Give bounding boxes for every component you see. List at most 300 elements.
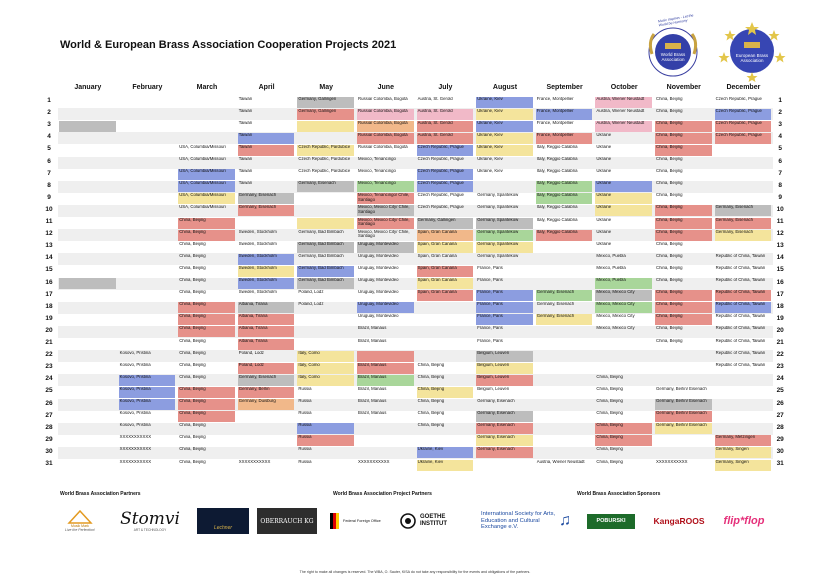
month-header: March xyxy=(196,84,218,91)
calendar-cell: China, Beijing xyxy=(656,338,683,343)
day-number: 30 xyxy=(45,447,53,455)
section-partners: World Brass Association Partners xyxy=(60,491,141,497)
day-number: 23 xyxy=(45,363,53,371)
calendar-cell: Ukraine, Kiev xyxy=(417,447,474,458)
calendar-cell: France, Montpellier xyxy=(536,96,574,101)
calendar-cell: Poland, Lodz xyxy=(298,302,324,307)
day-number: 4 xyxy=(47,133,51,141)
partner-flipflop-logo xyxy=(716,508,772,534)
footer-disclaimer: The right to make all changes is reserved. The WBA, O. Sauter, KISA do not take any responsibility for the events and obligations of the partners. xyxy=(299,570,531,574)
calendar-cell: Italy, Reggio Calabria xyxy=(536,205,578,210)
month-header: September xyxy=(546,84,583,91)
calendar-cell: Germany, Eisenach xyxy=(476,411,533,422)
calendar-cell: China, Beijing xyxy=(179,350,206,355)
calendar-cell: Sweden, Stockholm xyxy=(238,266,295,277)
calendar-cell xyxy=(297,121,354,132)
calendar-cell: Kosovo, Pristina xyxy=(119,399,176,410)
calendar-cell: Ukraine xyxy=(595,181,652,192)
calendar-cell: Republic of China, Taiwan xyxy=(715,265,766,270)
calendar-cell: Spain, Gran Canaria xyxy=(417,266,474,277)
calendar-cell: Republic of China, Taiwan xyxy=(715,362,766,367)
calendar-cell: Czech Republic, Pardubice xyxy=(297,145,354,156)
calendar-cell: China, Beijing xyxy=(178,387,235,398)
day-number: 15 xyxy=(45,266,53,274)
day-number: 1 xyxy=(778,97,782,104)
partner-oberrauch-name: OBERRAUCH KG xyxy=(260,517,314,525)
calendar-cell: USA, Columbia/Missouri xyxy=(179,157,226,161)
calendar-cell: China, Beijing xyxy=(656,108,683,113)
calendar-cell: Germany, Spantekow xyxy=(476,230,533,241)
calendar-cell: Mexico, Mexico City xyxy=(596,314,635,319)
calendar-cell xyxy=(357,351,414,362)
calendar-cell: China, Beijing xyxy=(179,290,206,295)
calendar-cell: China, Beijing xyxy=(417,387,474,398)
day-number: 11 xyxy=(776,218,784,225)
day-number: 18 xyxy=(776,302,784,310)
calendar-cell: Russia/ Colombia, Bogotá xyxy=(357,109,414,120)
calendar-cell: Mexico, Mexico City/ Chile, Santiago xyxy=(357,218,414,229)
calendar-cell: Sweden, Stockholm xyxy=(238,254,295,265)
partner-flipflop-name: flip*flop xyxy=(723,515,765,527)
partner-poburski-name: POBURSKI xyxy=(596,518,626,524)
calendar-cell: Germany, Eisenach xyxy=(476,423,533,434)
calendar-cell: USA, Columbia/Missouri xyxy=(179,144,226,149)
calendar-cell: Ukraine, Kiev xyxy=(477,157,503,161)
calendar-cell: Republic of China, Taiwan xyxy=(715,326,766,331)
calendar-cell: Germany, Spantekow xyxy=(477,193,519,198)
calendar-cell: Czech Republic, Prague xyxy=(417,193,464,198)
calendar-cell: Germany, Eisenach xyxy=(536,290,593,301)
calendar-cell: China, Beijing xyxy=(178,218,235,229)
day-number: 28 xyxy=(45,423,53,431)
calendar-cell: Germany, Gallingen xyxy=(297,109,354,120)
calendar-cell: Republic of China, Taiwan xyxy=(715,302,772,313)
calendar-cell: Republic of China, Taiwan xyxy=(715,278,766,282)
day-number: 29 xyxy=(776,435,784,443)
calendar-cell: Czech Republic, Pardubice xyxy=(298,169,351,174)
calendar-cell: Ukraine, Kiev xyxy=(476,109,533,120)
calendar-cell: Italy, Reggio Calabria xyxy=(536,169,578,174)
calendar-cell: Mexico, Mexico City/ Chile, Santiago xyxy=(357,205,414,216)
calendar-cell: USA, Columbia/Missouri xyxy=(178,181,235,192)
calendar-cell: Austria, Wiener Neustadt xyxy=(596,108,645,113)
calendar-cell: Taiwan xyxy=(238,133,295,144)
day-number: 18 xyxy=(45,302,53,310)
wba-name-line-2: Association xyxy=(661,57,685,62)
day-number: 27 xyxy=(776,411,784,419)
calendar-cell: Brazil, Manaus xyxy=(358,411,387,416)
calendar-cell: Germany, Bad Bimbach xyxy=(298,229,344,234)
calendar-cell: China, Beijing xyxy=(655,205,712,216)
calendar-cell: Germany, Spantekow xyxy=(477,253,519,258)
day-number: 19 xyxy=(776,314,784,322)
calendar-cell: China, Beijing xyxy=(179,338,206,343)
calendar-cell: Russia/ Colombia, Bogotá xyxy=(358,144,408,149)
calendar-cell: France, Paris xyxy=(477,278,503,282)
calendar-cell: Germany, Eisenach xyxy=(536,314,593,325)
calendar-cell: China, Beijing xyxy=(596,399,623,403)
calendar-cell: Italy, Reggio Calabria xyxy=(536,181,593,192)
calendar-cell: Ukraine xyxy=(596,229,612,234)
calendar-cell xyxy=(417,302,474,313)
calendar-cell: Russia xyxy=(297,435,354,446)
music-note-icon: ♫ xyxy=(559,512,571,529)
day-number: 22 xyxy=(776,351,784,359)
calendar-cell: Brazil, Manaus xyxy=(357,363,414,374)
day-number: 9 xyxy=(778,193,782,201)
calendar-cell: Germany, Eisenach xyxy=(715,205,772,216)
calendar-cell: Ukraine, Kiev xyxy=(476,133,533,144)
calendar-cell: Mexico, Tenancingo xyxy=(357,181,414,192)
calendar-cell: China, Beijing xyxy=(655,290,712,301)
calendar-cell: Ukraine xyxy=(596,132,612,137)
partner-kangaroos-name: KangaROOS xyxy=(653,516,705,526)
day-number: 31 xyxy=(45,460,53,467)
partner-isaece-name: International Society for Arts, Education and Cultural Exchange e.V. xyxy=(481,511,556,531)
calendar-cell: Germany, Eisenach xyxy=(476,435,533,446)
calendar-cell: Uruguay, Montevideo xyxy=(357,242,414,253)
calendar-cell: Belgium, Leuven xyxy=(476,351,533,362)
calendar-cell xyxy=(476,181,533,192)
day-number: 19 xyxy=(45,314,53,322)
calendar-cell: XXXXXXXXXXX xyxy=(119,435,152,440)
calendar-cell: Germany, Bad Bimbach xyxy=(298,253,344,258)
calendar-cell: Germany, Berlin/ Eisenach xyxy=(655,423,712,434)
day-number: 16 xyxy=(45,278,53,286)
calendar-cell: Brazil, Manaus xyxy=(357,375,414,386)
calendar-cell: Uruguay, Montevideo xyxy=(358,253,399,258)
calendar-cell: Austria, Wiener Neustadt xyxy=(595,121,652,132)
calendar-cell: Spain, Gran Canaria xyxy=(417,278,474,289)
partner-foreign-office-name: Federal Foreign Office xyxy=(343,519,381,523)
day-number: 10 xyxy=(776,205,784,213)
month-header: December xyxy=(726,84,761,91)
partner-foreign-office-logo xyxy=(330,508,390,534)
calendar-cell: Brazil, Manaus xyxy=(358,326,387,331)
day-number: 17 xyxy=(776,290,784,298)
calendar-cell: China, Beijing xyxy=(178,411,235,422)
month-header: July xyxy=(438,84,453,91)
calendar-cell: Mexico, Puebla xyxy=(596,265,626,270)
calendar-cell: Russia xyxy=(298,411,312,416)
partner-musikmark-name: Musik Mark xyxy=(71,524,89,528)
day-number: 24 xyxy=(45,375,53,383)
calendar-cell: Czech Republic, Prague xyxy=(417,205,464,210)
calendar-cell: Belgium, Leuven xyxy=(476,363,533,374)
day-number: 5 xyxy=(47,145,51,153)
calendar-cell: Czech Republic, Prague xyxy=(417,181,474,192)
calendar-cell: China, Beijing xyxy=(178,314,235,325)
calendar-cell: USA, Columbia/Missouri xyxy=(178,169,235,180)
calendar-cell: Germany, Singen xyxy=(715,447,772,458)
calendar-cell: Ukraine, Kiev xyxy=(476,97,533,108)
calendar-cell: China, Beijing xyxy=(656,265,683,270)
calendar-cell: Taiwan xyxy=(238,96,253,101)
calendar-cell: France, Montpellier xyxy=(536,109,593,120)
calendar-cell: China, Beijing xyxy=(179,278,206,282)
calendar-cell: China, Beijing xyxy=(596,386,623,391)
day-number: 20 xyxy=(776,326,784,334)
calendar-cell: China, Beijing xyxy=(596,374,623,379)
calendar-cell: Kosovo, Pristina xyxy=(119,375,176,386)
calendar-cell: France, Paris xyxy=(476,314,533,325)
calendar-cell: China, Beijing xyxy=(178,230,235,241)
calendar-cell: Mexico, Tenancingo/ Chile, Santiago xyxy=(357,193,414,204)
calendar-cell xyxy=(59,121,116,132)
calendar-cell: Kosovo, Pristina xyxy=(119,387,176,398)
calendar-cell: China, Beijing xyxy=(179,241,206,246)
calendar-cell: Brazil, Manaus xyxy=(358,338,387,343)
calendar-cell: China, Beijing xyxy=(655,121,712,132)
calendar-cell: Taiwan xyxy=(238,169,253,174)
calendar-cell: Austria, St. Gerold xyxy=(417,109,474,120)
day-number: 23 xyxy=(776,363,784,371)
calendar-cell: Ukraine xyxy=(596,157,612,161)
calendar-cell: Germany, Bad Bimbach xyxy=(297,242,354,253)
day-number: 15 xyxy=(776,266,784,274)
calendar-cell: China, Beijing xyxy=(656,278,683,282)
calendar-cell: China, Beijing xyxy=(656,326,683,331)
calendar-cell: China, Beijing xyxy=(656,193,683,198)
calendar-cell: Russia xyxy=(298,386,312,391)
calendar-cell: China, Beijing xyxy=(656,169,683,174)
calendar-cell: Germany, Eisenach xyxy=(297,181,354,192)
partner-lechner-name: Lechner xyxy=(213,525,233,531)
partner-poburski-logo xyxy=(585,508,637,534)
day-number: 26 xyxy=(776,399,784,407)
calendar-cell: Russia/ Colombia, Bogotá xyxy=(357,133,414,144)
day-number: 7 xyxy=(47,169,51,177)
calendar-cell: Uruguay, Montevideo xyxy=(358,278,399,282)
calendar-cell: Brazil, Manaus xyxy=(358,399,387,403)
partner-isaece-logo xyxy=(477,508,575,534)
calendar-cell: Germany, Eisenach xyxy=(477,399,515,403)
day-number: 9 xyxy=(47,193,51,201)
calendar-cell: Czech Republic, Prague xyxy=(715,121,772,132)
calendar-cell: Ukraine xyxy=(596,241,612,246)
calendar-cell: Ukraine xyxy=(595,193,652,204)
day-number: 6 xyxy=(47,157,51,165)
day-number: 22 xyxy=(45,351,53,359)
calendar-cell: Poland, Lodz xyxy=(238,350,264,355)
calendar-cell: China, Beijing xyxy=(656,96,683,101)
day-number: 17 xyxy=(45,290,53,298)
month-header: August xyxy=(492,84,518,91)
month-header: June xyxy=(377,84,394,91)
day-number: 7 xyxy=(778,169,782,177)
day-number: 2 xyxy=(778,109,782,117)
calendar-cell: China, Beijing xyxy=(178,302,235,313)
calendar-cell: XXXXXXXXXXX xyxy=(238,459,271,464)
calendar-cell: Russia xyxy=(297,423,354,434)
calendar-cell: Kosovo, Pristina xyxy=(119,350,151,355)
month-header: October xyxy=(610,84,638,91)
calendar-cell: Republic of China, Taiwan xyxy=(715,338,766,343)
day-number: 14 xyxy=(776,254,784,262)
day-number: 2 xyxy=(47,109,51,117)
calendar-cell: Uruguay, Montevideo xyxy=(358,265,399,270)
calendar-cell: Republic of China, Taiwan xyxy=(715,253,766,258)
day-number: 25 xyxy=(45,387,53,395)
day-number: 8 xyxy=(47,181,51,189)
calendar-cell: France, Paris xyxy=(477,326,503,331)
calendar-cell: China, Beijing xyxy=(656,241,683,246)
calendar-cell xyxy=(476,460,533,471)
calendar-cell: Ukraine xyxy=(596,169,612,174)
calendar-cell: Germany, Eisenach xyxy=(238,205,295,216)
calendar-cell: Uruguay, Montevideo xyxy=(358,290,399,295)
calendar-cell: Ukraine, Kiev xyxy=(477,169,503,174)
calendar-cell: Albania, Tirana xyxy=(238,339,295,350)
day-number: 14 xyxy=(45,254,53,262)
calendar-cell: Albania, Tirana xyxy=(238,326,295,337)
calendar-cell: Poland, Lodz xyxy=(238,363,295,374)
calendar-cell xyxy=(297,218,354,229)
calendar-cell: Russia/ Colombia, Bogotá xyxy=(358,96,408,101)
calendar-cell: Republic of China, Taiwan xyxy=(715,314,766,319)
day-number: 11 xyxy=(45,218,53,225)
calendar-cell: Spain, Gran Canaria xyxy=(417,230,474,241)
calendar-cell: Uruguay, Montevideo xyxy=(358,314,399,319)
calendar-cell: China, Beijing xyxy=(595,435,652,446)
month-header: April xyxy=(258,84,275,91)
calendar-cell: China, Beijing xyxy=(417,411,445,416)
calendar-cell: Taiwan xyxy=(238,120,253,125)
day-number: 30 xyxy=(776,447,784,455)
calendar-cell: Russia xyxy=(298,459,312,464)
calendar-cell: Italy, Reggio Calabria xyxy=(536,230,593,241)
calendar-cell: France, Montpellier xyxy=(536,133,593,144)
calendar-cell: China, Beijing xyxy=(179,423,206,428)
partner-musikmark-sub: Live the Perfection! xyxy=(65,528,95,532)
calendar-cell: Belgium, Leuven xyxy=(476,375,533,386)
calendar-cell: China, Beijing xyxy=(596,411,623,416)
calendar-cell: China, Beijing xyxy=(655,230,712,241)
section-sponsors: World Brass Association Sponsors xyxy=(577,491,661,497)
partner-stomvi-logo xyxy=(114,508,186,534)
calendar-cell: France, Paris xyxy=(477,265,503,270)
calendar-cell: Albania, Tirana xyxy=(238,314,295,325)
calendar-cell: France, Paris xyxy=(476,302,533,313)
calendar-cell: Germany, Duisburg xyxy=(238,399,295,410)
calendar-cell: China, Beijing xyxy=(596,459,623,464)
calendar-cell: Germany, Eisenach xyxy=(715,218,772,229)
calendar-cell: Germany, Singen xyxy=(715,460,772,471)
calendar-cell: Sweden, Stockholm xyxy=(238,278,295,289)
eba-name-line-2: Association xyxy=(740,58,764,63)
calendar-cell: Mexico, Mexico City xyxy=(596,326,635,331)
calendar-cell: China, Beijing xyxy=(179,435,206,440)
calendar-cell: China, Beijing xyxy=(417,374,445,379)
calendar-cell: France, Montpellier xyxy=(536,120,574,125)
calendar-cell: Taiwan xyxy=(238,157,253,161)
calendar-cell: Austria, St. Gerold xyxy=(417,121,474,132)
calendar-cell: China, Beijing xyxy=(178,399,235,410)
calendar-cell: Czech Republic, Prague xyxy=(417,145,474,156)
calendar-cell: China, Beijing xyxy=(655,314,712,325)
calendar-cell: XXXXXXXXXXX xyxy=(656,459,688,464)
day-number: 5 xyxy=(778,145,782,153)
calendar-cell: Taiwan xyxy=(238,108,253,113)
calendar-cell: Russia xyxy=(298,447,312,452)
calendar-cell: XXXXXXXXXXX xyxy=(119,459,152,464)
calendar-cell: Spain, Gran Canaria xyxy=(417,242,474,253)
calendar-cell: Austria, Wiener Neustadt xyxy=(595,97,652,108)
partner-stomvi-sub: ART & TECHNOLOGY xyxy=(133,527,167,532)
calendar-cell: Uruguay, Montevideo xyxy=(357,302,414,313)
calendar-cell: Mexico, Puebla xyxy=(596,253,626,258)
calendar-cell: Czech Republic, Prague xyxy=(715,109,772,120)
calendar-cell xyxy=(357,423,414,434)
day-number: 25 xyxy=(776,387,784,395)
day-number: 8 xyxy=(778,181,782,189)
day-number: 4 xyxy=(778,133,782,141)
calendar-grid xyxy=(44,84,796,484)
calendar-cell: Austria, St. Gerold xyxy=(417,96,453,101)
calendar-cell: Russia/ Colombia, Bogotá xyxy=(357,121,414,132)
calendar-cell: XXXXXXXXXXX xyxy=(119,447,152,452)
day-number: 6 xyxy=(778,157,782,165)
wba-ring-text: Music inspires - Let the World be Harmony xyxy=(657,13,694,28)
calendar-cell: Mexico, Puebla xyxy=(595,278,652,289)
section-project-partners: World Brass Association Project Partners xyxy=(333,491,432,497)
calendar-cell: China, Beijing xyxy=(656,181,683,186)
calendar-cell: Czech Republic, Pardubice xyxy=(298,157,351,161)
day-number: 28 xyxy=(776,423,784,431)
calendar-cell: Mexico, Tenancingo xyxy=(358,169,396,174)
calendar-cell: China, Beijing xyxy=(179,447,206,452)
day-number: 12 xyxy=(45,230,53,238)
month-header: November xyxy=(666,84,701,91)
calendar-cell: Republic of China, Taiwan xyxy=(715,350,766,355)
calendar-cell: Germany, Berlin xyxy=(238,387,295,398)
calendar-cell: Brazil, Manaus xyxy=(358,386,387,391)
calendar-cell: China, Beijing xyxy=(655,145,712,156)
day-number: 27 xyxy=(45,411,53,419)
calendar-cell: China, Beijing xyxy=(417,399,445,403)
day-number: 29 xyxy=(45,435,53,443)
calendar-cell: Germany, Eisenach xyxy=(536,302,575,307)
calendar-cell: Spain, Gran Canaria xyxy=(417,290,474,301)
calendar-cell: Czech Republic, Prague xyxy=(715,96,762,101)
calendar-cell: Mexico, Mexico City xyxy=(595,290,652,301)
calendar-cell: France, Paris xyxy=(477,338,503,343)
day-number: 31 xyxy=(776,460,784,467)
calendar-cell: Mexico, Mexico City xyxy=(595,302,652,313)
calendar-cell: Taiwan xyxy=(238,145,295,156)
month-header: January xyxy=(74,84,102,91)
calendar-cell: Ukraine xyxy=(596,217,612,222)
calendar-cell: Germany, Eisenach xyxy=(238,375,295,386)
calendar-cell: Italy, Como xyxy=(297,351,354,362)
calendar-cell: Austria, St. Gerold xyxy=(417,133,474,144)
calendar-cell: Germany, Eisenach xyxy=(238,193,295,204)
partner-goethe-logo xyxy=(398,508,464,534)
day-number: 3 xyxy=(778,121,782,129)
calendar-cell: Germany, Gallingen xyxy=(297,97,354,108)
calendar-cell: Taiwan xyxy=(238,181,253,186)
calendar-cell: Ukraine, Kiev xyxy=(476,145,533,156)
calendar-cell: Germany, Gallingen xyxy=(417,218,474,229)
eba-name-line-1: European Brass xyxy=(735,53,769,58)
calendar-cell: Albania, Tirana xyxy=(238,302,295,313)
day-number: 1 xyxy=(47,97,51,104)
partner-goethe-name: GOETHE INSTITUT xyxy=(420,514,447,527)
calendar-cell: Belgium, Leuven xyxy=(477,386,510,391)
partner-musikmark-logo xyxy=(54,508,106,534)
calendar-cell: Sweden, Stockholm xyxy=(238,290,277,295)
calendar-cell: Kosovo, Pristina xyxy=(119,362,151,367)
